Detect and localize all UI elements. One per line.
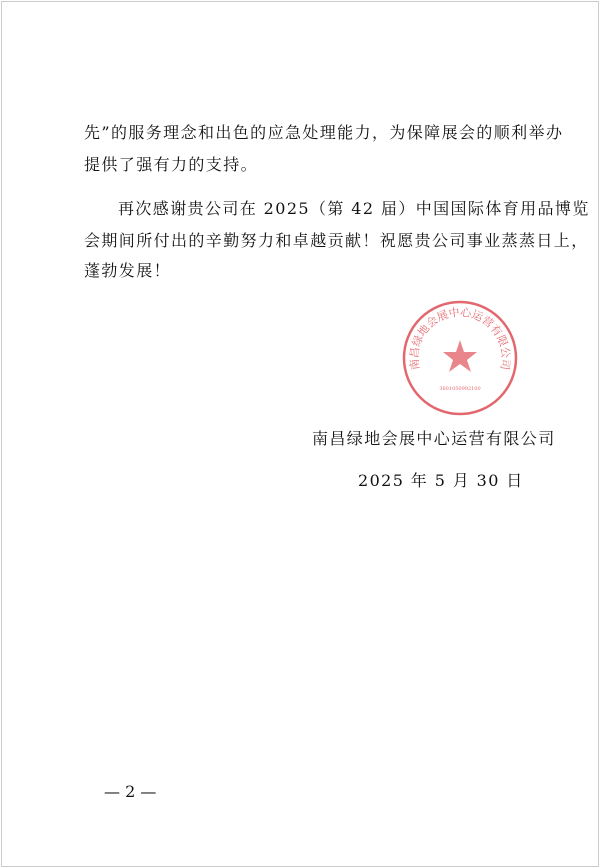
paragraph2-line1: 再次感谢贵公司在 2025（第 42 届）中国国际体育用品博览 bbox=[118, 199, 590, 218]
paragraph2-line3: 蓬勃发展！ bbox=[84, 261, 172, 280]
paragraph2-line2: 会期间所付出的辛勤努力和卓越贡献！祝愿贵公司事业蒸蒸日上， bbox=[84, 231, 589, 250]
paragraph1-line2: 提供了强有力的支持。 bbox=[84, 155, 259, 174]
signature-date: 2025 年 5 月 30 日 bbox=[358, 471, 524, 490]
seal-text: 南昌绿地会展中心运营有限公司 bbox=[407, 305, 513, 371]
paragraph1-line1: 先”的服务理念和出色的应急处理能力，为保障展会的顺利举办 bbox=[84, 123, 564, 142]
page-number: — 2 — bbox=[104, 782, 157, 801]
seal-star-icon bbox=[443, 340, 477, 372]
signature-company: 南昌绿地会展中心运营有限公司 bbox=[312, 429, 556, 448]
seal-number: 3601050992100 bbox=[439, 386, 481, 392]
company-seal bbox=[400, 298, 520, 418]
